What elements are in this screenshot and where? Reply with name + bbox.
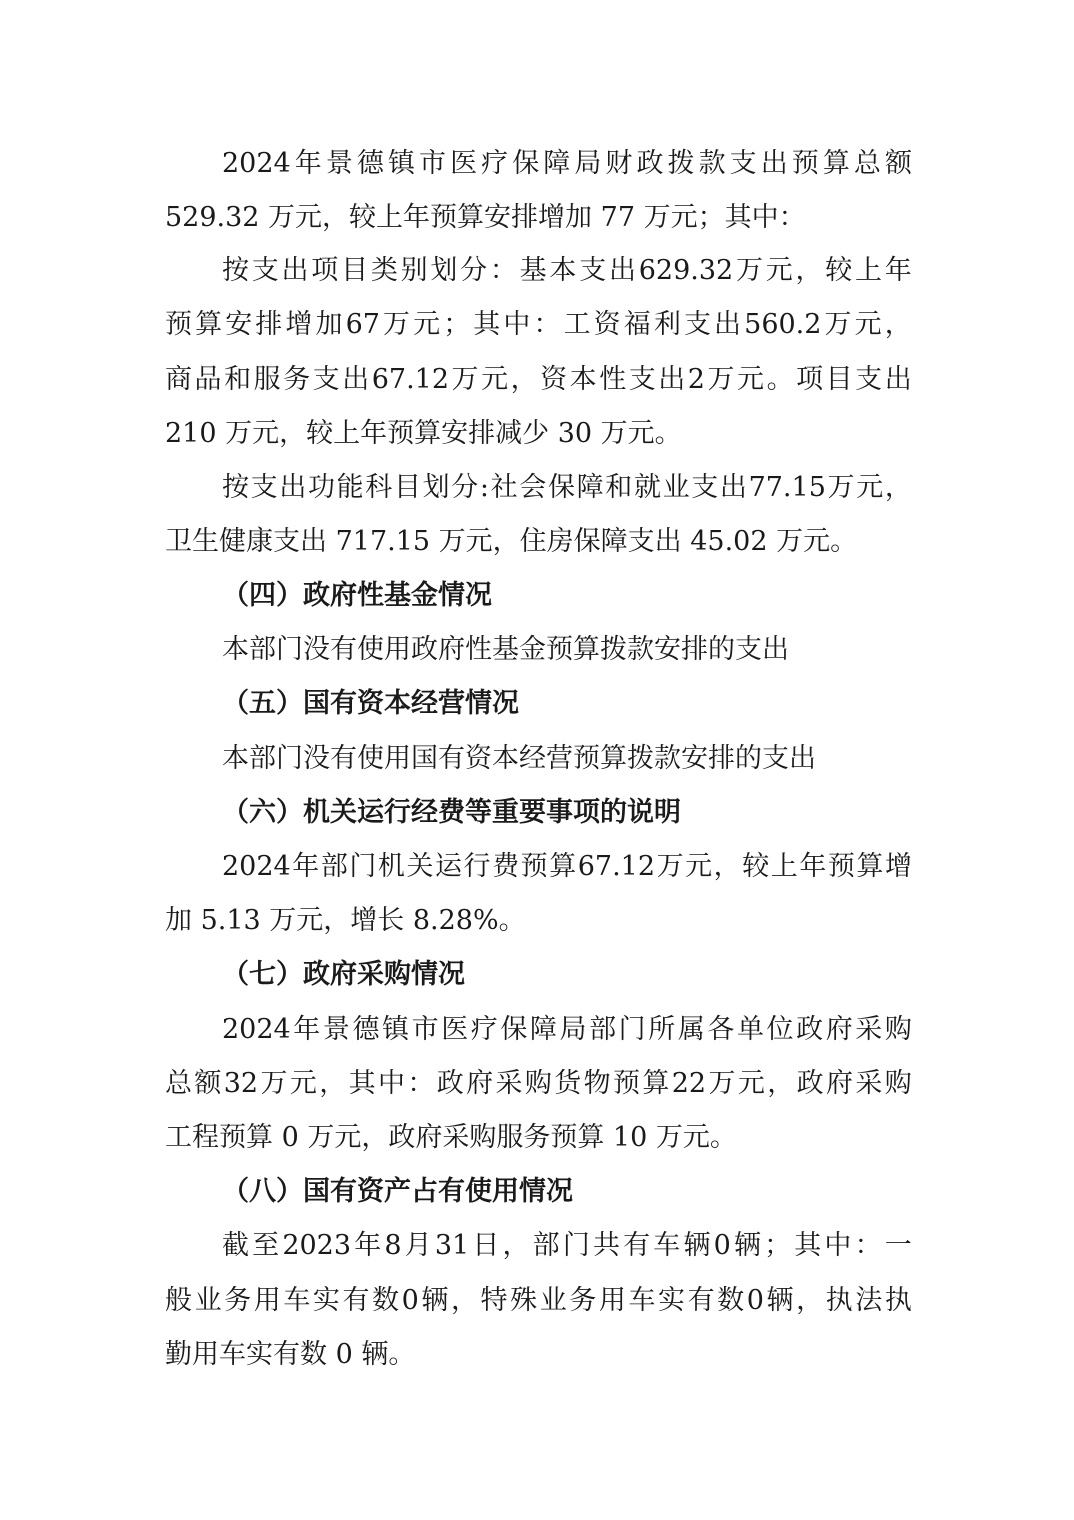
text-line: [165, 305, 912, 345]
text-glyph: ，: [884, 309, 912, 340]
text-glyph: 采: [495, 1068, 523, 1099]
text-glyph: 560.2: [744, 309, 822, 340]
text-glyph: 政: [636, 148, 664, 179]
text-glyph: 用: [598, 1285, 626, 1316]
text-glyph: 机: [377, 851, 405, 882]
text-glyph: 截: [222, 1230, 249, 1261]
text-glyph: 福: [623, 309, 651, 340]
text-glyph: 0: [713, 1230, 731, 1261]
text-glyph: 车: [628, 1285, 656, 1316]
text-glyph: 目: [825, 364, 853, 395]
text-glyph: ：: [533, 309, 561, 340]
text-glyph: ，: [796, 1285, 824, 1316]
text-glyph: 品: [194, 364, 222, 395]
text-glyph: 保: [547, 472, 575, 503]
text-glyph: 万: [708, 1068, 736, 1099]
text-glyph: 万: [383, 309, 411, 340]
text-glyph: 增: [884, 851, 912, 882]
section-heading: （八）国有资产占有使用情况: [222, 1176, 573, 1207]
text-line: [222, 1226, 912, 1266]
text-glyph: 辆: [733, 1230, 761, 1261]
text-glyph: 总: [853, 148, 881, 179]
text-glyph: 算: [822, 148, 850, 179]
text-glyph: 府: [825, 1068, 853, 1099]
text-line: 529.32 万元，较上年预算安排增加 77 万元；其中：: [165, 202, 806, 233]
text-glyph: 和: [224, 364, 252, 395]
text-glyph: 22: [671, 1068, 707, 1099]
text-glyph: 采: [855, 1014, 883, 1045]
text-glyph: :: [479, 472, 490, 503]
section-heading: （四）政府性基金情况: [222, 580, 492, 611]
text-glyph: 和: [605, 472, 633, 503]
section-heading: （七）政府采购情况: [222, 959, 465, 990]
text-glyph: 会: [519, 472, 547, 503]
text-glyph: 就: [633, 472, 661, 503]
text-glyph: 支: [312, 364, 340, 395]
text-glyph: 万: [824, 309, 852, 340]
text-glyph: 殊: [510, 1285, 538, 1316]
text-glyph: 年: [294, 148, 322, 179]
text-glyph: 一: [884, 1230, 912, 1261]
text-glyph: 元: [481, 364, 509, 395]
text-glyph: 中: [824, 1230, 852, 1261]
text-glyph: 社: [490, 472, 518, 503]
text-glyph: 资: [593, 309, 621, 340]
text-glyph: 总: [165, 1068, 192, 1099]
text-glyph: 8: [384, 1230, 402, 1261]
text-glyph: 元: [856, 472, 884, 503]
text-glyph: 辆: [766, 1285, 794, 1316]
text-glyph: ：: [489, 255, 517, 286]
text-glyph: 万: [656, 851, 684, 882]
text-glyph: 德: [356, 148, 384, 179]
text-glyph: ，: [884, 472, 912, 503]
text-glyph: 出: [608, 255, 636, 286]
text-glyph: 基: [519, 255, 547, 286]
text-glyph: 运: [435, 851, 462, 882]
text-glyph: 2024: [222, 851, 291, 882]
text-line: 加 5.13 万元，增长 8.28%。: [165, 905, 526, 936]
text-glyph: 能: [336, 472, 364, 503]
text-line: 工程预算 0 万元，政府采购服务预算 10 万元。: [165, 1122, 737, 1153]
text-glyph: 各: [707, 1014, 735, 1045]
text-glyph: 预: [612, 1068, 640, 1099]
text-glyph: 中: [503, 309, 531, 340]
text-glyph: 有: [342, 1285, 370, 1316]
text-glyph: 共: [592, 1230, 620, 1261]
text-glyph: 预: [791, 148, 819, 179]
text-glyph: 保: [512, 148, 540, 179]
text-glyph: 支: [683, 309, 711, 340]
text-glyph: 障: [543, 148, 571, 179]
text-glyph: 其: [794, 1230, 822, 1261]
text-glyph: 629.32: [638, 255, 734, 286]
text-glyph: 出: [884, 364, 912, 395]
text-glyph: 门: [349, 851, 377, 882]
text-glyph: 本: [549, 255, 577, 286]
text-glyph: 增: [285, 309, 313, 340]
text-line: [222, 847, 912, 887]
text-glyph: 疗: [470, 1014, 498, 1045]
text-glyph: ，: [795, 255, 823, 286]
text-glyph: 性: [599, 364, 627, 395]
text-glyph: 目: [393, 472, 421, 503]
text-glyph: 费: [492, 851, 520, 882]
text-glyph: 业: [662, 472, 690, 503]
text-glyph: 出: [714, 309, 742, 340]
text-glyph: 政: [796, 1068, 824, 1099]
text-glyph: 出: [760, 148, 788, 179]
text-glyph: 支: [729, 148, 757, 179]
text-glyph: 67: [345, 309, 380, 340]
text-glyph: 局: [574, 148, 602, 179]
text-line: 本部门没有使用国有资本经营预算拨款安排的支出: [222, 743, 816, 774]
text-glyph: 执: [825, 1285, 853, 1316]
text-line: 210 万元，较上年预算安排减少 30 万元。: [165, 418, 682, 449]
text-glyph: 算: [549, 851, 577, 882]
text-glyph: 辆: [421, 1285, 449, 1316]
text-glyph: 般: [165, 1285, 192, 1316]
text-glyph: 类: [370, 255, 398, 286]
text-line: [222, 144, 912, 184]
text-glyph: 部: [320, 851, 348, 882]
text-line: [222, 1010, 912, 1050]
text-glyph: 部: [589, 1014, 617, 1045]
text-glyph: 2024: [222, 1014, 291, 1045]
text-glyph: 年: [292, 851, 320, 882]
text-glyph: ，: [767, 1068, 795, 1099]
text-glyph: 采: [855, 1068, 883, 1099]
text-glyph: 单: [736, 1014, 764, 1045]
text-glyph: 万: [707, 364, 735, 395]
text-glyph: 市: [419, 148, 447, 179]
text-glyph: 0: [401, 1285, 419, 1316]
text-glyph: 年: [354, 1230, 382, 1261]
text-glyph: 财: [605, 148, 633, 179]
text-glyph: 额: [884, 148, 912, 179]
text-glyph: 别: [400, 255, 428, 286]
text-glyph: 支: [251, 255, 279, 286]
text-glyph: 67.12: [371, 364, 450, 395]
text-glyph: 疗: [481, 148, 509, 179]
text-line: [222, 468, 912, 508]
text-glyph: 2023: [282, 1230, 352, 1261]
text-glyph: 门: [562, 1230, 590, 1261]
text-glyph: 按: [222, 472, 249, 503]
text-line: [165, 360, 912, 400]
text-glyph: 按: [222, 255, 249, 286]
text-line: 本部门没有使用政府性基金预算拨款安排的支出: [222, 634, 789, 665]
text-glyph: 业: [539, 1285, 567, 1316]
section-heading: （六）机关运行经费等重要事项的说明: [222, 797, 681, 828]
text-glyph: 车: [653, 1230, 681, 1261]
text-glyph: 日: [472, 1230, 500, 1261]
text-glyph: 出: [342, 364, 370, 395]
text-glyph: 年: [293, 1014, 321, 1045]
text-glyph: 元: [413, 309, 441, 340]
text-glyph: 其: [473, 309, 501, 340]
text-glyph: 拨: [667, 148, 695, 179]
section-heading: （五）国有资本经营情况: [222, 688, 519, 719]
text-glyph: 支: [628, 364, 656, 395]
text-glyph: ，: [510, 364, 538, 395]
text-glyph: 保: [500, 1014, 528, 1045]
text-line: [222, 251, 912, 291]
text-glyph: 数: [717, 1285, 745, 1316]
text-glyph: 景: [325, 148, 353, 179]
text-glyph: 车: [283, 1285, 311, 1316]
text-glyph: 障: [529, 1014, 557, 1045]
text-glyph: 2: [687, 364, 705, 395]
text-glyph: 项: [796, 364, 824, 395]
text-glyph: 务: [224, 1285, 252, 1316]
text-glyph: ，: [502, 1230, 530, 1261]
text-glyph: 购: [884, 1014, 912, 1045]
text-glyph: 障: [576, 472, 604, 503]
text-glyph: 出: [281, 255, 309, 286]
text-glyph: 预: [520, 851, 548, 882]
text-glyph: 市: [411, 1014, 439, 1045]
text-glyph: 划: [430, 255, 458, 286]
text-glyph: 元: [737, 1068, 765, 1099]
text-glyph: 元: [685, 851, 713, 882]
text-glyph: 关: [406, 851, 434, 882]
text-glyph: 中: [377, 1068, 405, 1099]
text-glyph: 服: [253, 364, 281, 395]
text-glyph: 局: [559, 1014, 587, 1045]
text-glyph: 支: [855, 364, 883, 395]
text-glyph: 本: [569, 364, 597, 395]
text-glyph: 其: [348, 1068, 376, 1099]
text-glyph: 元: [737, 364, 765, 395]
text-glyph: ，: [319, 1068, 347, 1099]
text-glyph: 特: [480, 1285, 508, 1316]
text-line: 卫生健康支出 717.15 万元，住房保障支出 45.02 万元。: [165, 526, 858, 557]
text-glyph: 政: [796, 1014, 824, 1045]
text-glyph: 排: [255, 309, 283, 340]
text-glyph: 所: [648, 1014, 676, 1045]
text-glyph: 部: [532, 1230, 560, 1261]
text-line: 勤用车实有数 0 辆。: [165, 1339, 416, 1370]
text-glyph: 支: [250, 472, 278, 503]
text-glyph: 购: [524, 1068, 552, 1099]
text-glyph: 月: [404, 1230, 432, 1261]
text-line: [165, 1064, 912, 1104]
text-glyph: 分: [451, 472, 479, 503]
text-glyph: 上: [770, 851, 798, 882]
text-glyph: 支: [691, 472, 719, 503]
text-glyph: 出: [719, 472, 747, 503]
text-glyph: ：: [854, 1230, 882, 1261]
text-glyph: 镇: [387, 148, 415, 179]
text-glyph: 有: [687, 1285, 715, 1316]
text-glyph: 77.15: [748, 472, 826, 503]
text-glyph: 项: [311, 255, 339, 286]
text-glyph: ，: [450, 1285, 478, 1316]
text-glyph: 数: [372, 1285, 400, 1316]
text-glyph: 67.12: [577, 851, 656, 882]
text-glyph: 至: [252, 1230, 280, 1261]
text-glyph: 31: [434, 1230, 470, 1261]
text-glyph: 预: [827, 851, 855, 882]
text-glyph: 功: [307, 472, 335, 503]
text-glyph: 府: [466, 1068, 494, 1099]
text-glyph: 2024: [222, 148, 291, 179]
text-glyph: 门: [618, 1014, 646, 1045]
text-glyph: ；: [764, 1230, 792, 1261]
text-glyph: 位: [766, 1014, 794, 1045]
text-glyph: 德: [352, 1014, 380, 1045]
text-glyph: 上: [855, 255, 883, 286]
text-glyph: ，: [713, 851, 741, 882]
text-glyph: 万: [735, 255, 763, 286]
text-glyph: 实: [658, 1285, 686, 1316]
text-glyph: 有: [623, 1230, 651, 1261]
text-glyph: 实: [312, 1285, 340, 1316]
text-glyph: ；: [443, 309, 471, 340]
text-glyph: 行: [463, 851, 491, 882]
text-glyph: 算: [856, 851, 884, 882]
text-glyph: 额: [194, 1068, 222, 1099]
text-glyph: 出: [658, 364, 686, 395]
text-glyph: 算: [195, 309, 223, 340]
text-glyph: 万: [451, 364, 479, 395]
text-glyph: 分: [460, 255, 488, 286]
text-glyph: 目: [341, 255, 369, 286]
text-glyph: 较: [825, 255, 853, 286]
text-glyph: 景: [322, 1014, 350, 1045]
text-glyph: 物: [583, 1068, 611, 1099]
text-glyph: 划: [422, 472, 450, 503]
text-glyph: 务: [283, 364, 311, 395]
text-glyph: 。: [766, 364, 794, 395]
text-glyph: 属: [677, 1014, 705, 1045]
text-glyph: 政: [436, 1068, 464, 1099]
text-glyph: 年: [884, 255, 912, 286]
text-glyph: 安: [225, 309, 253, 340]
text-glyph: 万: [260, 1068, 288, 1099]
text-glyph: 元: [765, 255, 793, 286]
text-glyph: 利: [653, 309, 681, 340]
text-glyph: 法: [855, 1285, 883, 1316]
text-line: [165, 1281, 912, 1321]
text-glyph: 年: [799, 851, 827, 882]
text-glyph: 款: [698, 148, 726, 179]
text-glyph: 算: [642, 1068, 670, 1099]
text-glyph: 较: [742, 851, 770, 882]
text-glyph: 加: [315, 309, 343, 340]
text-glyph: 辆: [683, 1230, 711, 1261]
text-glyph: 执: [884, 1285, 912, 1316]
text-glyph: 支: [579, 255, 607, 286]
text-glyph: 医: [450, 148, 478, 179]
text-glyph: 工: [563, 309, 591, 340]
text-glyph: ：: [407, 1068, 435, 1099]
text-glyph: 购: [884, 1068, 912, 1099]
text-glyph: 万: [827, 472, 855, 503]
text-glyph: 镇: [382, 1014, 410, 1045]
text-glyph: 32: [223, 1068, 259, 1099]
text-glyph: 务: [569, 1285, 597, 1316]
text-glyph: 出: [279, 472, 307, 503]
text-glyph: 元: [854, 309, 882, 340]
text-glyph: 科: [365, 472, 393, 503]
text-glyph: 货: [554, 1068, 582, 1099]
text-glyph: 医: [441, 1014, 469, 1045]
text-glyph: 府: [825, 1014, 853, 1045]
text-glyph: 商: [165, 364, 192, 395]
text-glyph: 预: [165, 309, 192, 340]
text-glyph: 用: [253, 1285, 281, 1316]
text-glyph: 0: [746, 1285, 764, 1316]
text-glyph: 元: [289, 1068, 317, 1099]
text-glyph: 资: [540, 364, 568, 395]
text-glyph: 业: [194, 1285, 222, 1316]
